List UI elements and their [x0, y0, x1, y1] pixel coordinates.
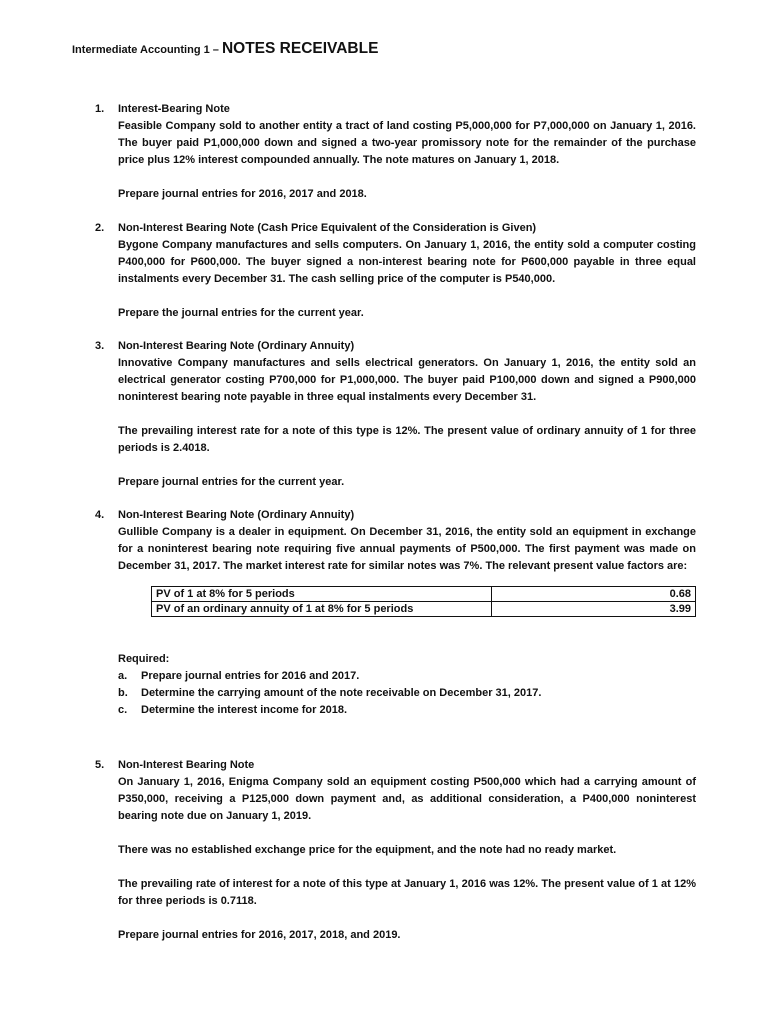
item-letter: b. [118, 687, 128, 699]
problem-number: 1. [95, 103, 105, 115]
problem-text: Gullible Company is a dealer in equipment. On December 31, 2016, the entity sold an equipment in exchange for a noninterest bearing note requiring five annual payments of P500,000. The first payment was made on December 31, 2017. The market interest rate for similar notes was 7%. The relevant present value factors are: [118, 526, 696, 572]
problem-instruction: Prepare journal entries for 2016, 2017, 2018, and 2019. [118, 929, 401, 941]
problem-text: Feasible Company sold to another entity a tract of land costing P5,000,000 for P7,000,000 on January 1, 2016. The buyer paid P1,000,000 down and signed a two-year promissory note for the remainder of the purchase price plus 12% interest compounded annually. The note matures on January 1, 2018. [118, 120, 696, 166]
page-title: NOTES RECEIVABLE [221, 40, 379, 57]
problem-number: 5. [95, 759, 105, 771]
problem-heading: Non-Interest Bearing Note (Cash Price Equivalent of the Consideration is Given) [118, 222, 537, 234]
problem-instruction: Prepare the journal entries for the current year. [118, 307, 364, 319]
required-item-c [118, 702, 696, 719]
problem-number: 4. [95, 509, 105, 521]
item-text: Prepare journal entries for 2016 and 2017. [141, 670, 360, 682]
problem-number: 3. [95, 340, 105, 352]
required-item-a [118, 668, 696, 685]
table-cell-value: 3.99 [492, 602, 696, 617]
problem-instruction: Prepare journal entries for 2016, 2017 and 2018. [118, 188, 367, 200]
table-cell-label: PV of 1 at 8% for 5 periods [152, 587, 492, 602]
required-label: Required: [118, 653, 170, 665]
problem-text: On January 1, 2016, Enigma Company sold an equipment costing P500,000 which had a carrying amount of P350,000, receiving a P125,000 down payment and, as additional consideration, a P400,000 noninterest bearing note due on January 1, 2019. [118, 776, 696, 822]
table-row [152, 602, 696, 617]
item-text: Determine the carrying amount of the note receivable on December 31, 2017. [141, 687, 542, 699]
problem-text: Innovative Company manufactures and sells electrical generators. On January 1, 2016, the entity sold an electrical generator costing P700,000 for P1,000,000. The buyer paid P100,000 down and signed a P900,000 noninterest bearing note payable in three equal instalments every December 31. [118, 357, 696, 403]
problem-text: The prevailing interest rate for a note of this type is 12%. The present value of ordinary annuity of 1 for three periods is 2.4018. [118, 425, 696, 454]
course-name: Intermediate Accounting 1 – [72, 44, 219, 56]
problem-number: 2. [95, 222, 105, 234]
present-value-table [151, 586, 696, 617]
problem-heading: Non-Interest Bearing Note (Ordinary Annuity) [118, 340, 355, 352]
problem-heading: Non-Interest Bearing Note (Ordinary Annuity) [118, 509, 355, 521]
item-text: Determine the interest income for 2018. [141, 704, 348, 716]
table-cell-value: 0.68 [492, 587, 696, 602]
table-row [152, 587, 696, 602]
item-letter: c. [118, 704, 128, 716]
problem-text: The prevailing rate of interest for a note of this type at January 1, 2016 was 12%. The present value of 1 at 12% for three periods is 0.7118. [118, 878, 696, 907]
problem-text: There was no established exchange price for the equipment, and the note had no ready market. [118, 844, 617, 856]
problem-heading: Interest-Bearing Note [118, 103, 230, 115]
document-title [72, 40, 378, 58]
problem-heading: Non-Interest Bearing Note [118, 759, 255, 771]
item-letter: a. [118, 670, 128, 682]
problem-instruction: Prepare journal entries for the current year. [118, 476, 345, 488]
table-cell-label: PV of an ordinary annuity of 1 at 8% for 5 periods [152, 602, 492, 617]
problem-text: Bygone Company manufactures and sells computers. On January 1, 2016, the entity sold a computer costing P400,000 for P600,000. The buyer signed a non-interest bearing note for P600,000 payable in three equal instalments every December 31. The cash selling price of the computer is P540,000. [118, 239, 696, 285]
required-item-b [118, 685, 696, 702]
